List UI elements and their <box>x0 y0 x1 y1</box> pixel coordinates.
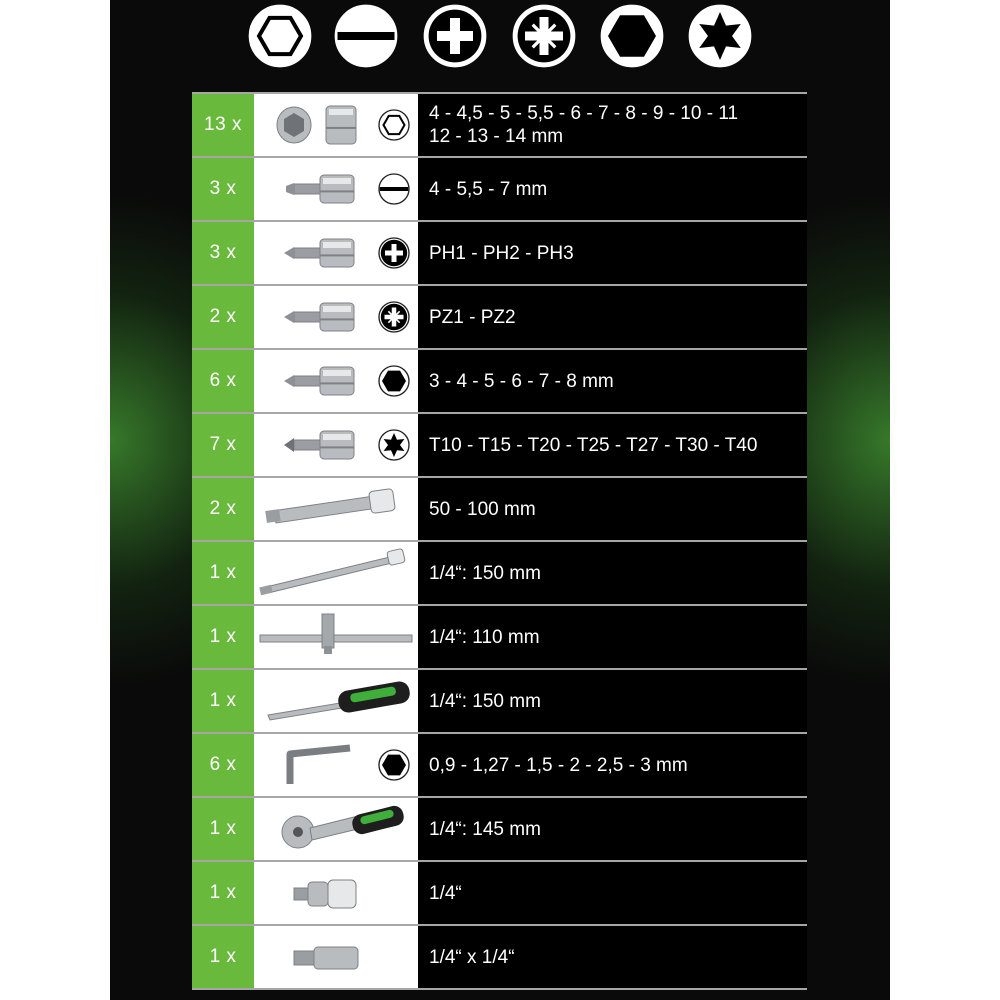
tool-picture-cell <box>254 606 418 668</box>
tool-picture-cell <box>254 286 418 348</box>
table-row <box>192 604 807 668</box>
tool-picture-cell <box>254 222 418 284</box>
size-description-cell <box>418 158 807 220</box>
tool-picture-cell <box>254 478 418 540</box>
header-icons-svg <box>110 0 890 80</box>
size-description-cell <box>418 94 807 156</box>
size-description-line: 4 - 4,5 - 5 - 5,5 - 6 - 7 - 8 - 9 - 10 - 11 <box>429 103 739 124</box>
hex-key-icon <box>602 6 662 66</box>
flexible-extension-icon <box>259 548 405 595</box>
tool-picture <box>254 926 418 988</box>
quantity-cell: 6 x <box>192 350 254 412</box>
size-description-cell <box>418 414 807 476</box>
tool-picture <box>254 158 418 220</box>
size-description-line: 3 - 4 - 5 - 6 - 7 - 8 mm <box>429 370 614 392</box>
size-description-line: 1/4“ <box>429 882 462 904</box>
socket-icon <box>277 106 356 144</box>
size-description-cell <box>418 862 807 924</box>
quantity-cell: 2 x <box>192 478 254 540</box>
size-description-cell <box>418 670 807 732</box>
table-row <box>192 348 807 412</box>
size-description-line: 1/4“ x 1/4“ <box>429 946 515 968</box>
tool-picture <box>254 862 418 924</box>
tool-picture <box>254 94 418 156</box>
tool-picture-cell <box>254 158 418 220</box>
torx-bit-socket-icon <box>284 431 354 459</box>
table-row <box>192 860 807 924</box>
hex-key-icon <box>379 750 409 780</box>
tool-picture <box>254 734 418 796</box>
size-description-cell <box>418 798 807 860</box>
table-row <box>192 732 807 796</box>
slotted-screwdriver-icon <box>336 6 396 66</box>
table-row <box>192 924 807 990</box>
ratchet-icon <box>282 804 406 848</box>
table-row <box>192 796 807 860</box>
table-row <box>192 156 807 220</box>
quantity-cell: 1 x <box>192 606 254 668</box>
table-row <box>192 476 807 540</box>
size-description-line: 1/4“: 145 mm <box>429 818 541 840</box>
size-description-line: 1/4“: 150 mm <box>429 562 541 584</box>
size-description-cell <box>418 734 807 796</box>
product-contents-panel <box>110 0 890 1000</box>
size-description-cell <box>418 350 807 412</box>
size-description-line: PH1 - PH2 - PH3 <box>429 242 574 264</box>
size-description-line: 1/4“: 150 mm <box>429 690 541 712</box>
table-row <box>192 284 807 348</box>
quantity-cell: 1 x <box>192 670 254 732</box>
size-description-line: 1/4“: 110 mm <box>429 626 540 648</box>
quantity-cell: 3 x <box>192 222 254 284</box>
phillips-screwdriver-icon <box>425 6 485 66</box>
torx-star-icon <box>379 430 409 460</box>
hex-bit-socket-icon <box>284 367 354 395</box>
tool-picture <box>254 798 418 860</box>
extension-bar-icon <box>265 488 395 523</box>
tool-picture-cell <box>254 926 418 988</box>
tool-picture-cell <box>254 94 418 156</box>
quantity-cell: 13 x <box>192 94 254 156</box>
torx-star-icon <box>690 6 750 66</box>
quantity-cell: 1 x <box>192 798 254 860</box>
tool-picture-cell <box>254 670 418 732</box>
tool-picture <box>254 414 418 476</box>
size-description-line: 4 - 5,5 - 7 mm <box>429 178 548 200</box>
contents-table <box>192 92 807 990</box>
table-row <box>192 412 807 476</box>
hex-socket-icon <box>250 6 310 66</box>
tool-picture <box>254 606 418 668</box>
size-description-line: T10 - T15 - T20 - T25 - T27 - T30 - T40 <box>429 434 758 456</box>
tool-picture <box>254 478 418 540</box>
tool-picture-cell <box>254 414 418 476</box>
quantity-cell: 1 x <box>192 926 254 988</box>
size-description-line: 50 - 100 mm <box>429 498 536 520</box>
bit-adapter-icon <box>294 947 358 969</box>
screwdriver-handle-icon <box>268 680 411 720</box>
universal-joint-icon <box>294 880 356 908</box>
table-row <box>192 540 807 604</box>
quantity-cell: 3 x <box>192 158 254 220</box>
quantity-cell: 1 x <box>192 862 254 924</box>
tool-picture-cell <box>254 862 418 924</box>
tool-picture <box>254 542 418 604</box>
pozidriv-bit-socket-icon <box>284 303 354 331</box>
size-description-line: 0,9 - 1,27 - 1,5 - 2 - 2,5 - 3 mm <box>429 754 688 776</box>
drive-type-icons-row <box>110 0 890 80</box>
phillips-screwdriver-icon <box>379 238 409 268</box>
tool-picture <box>254 286 418 348</box>
pozidriv-screwdriver-icon <box>514 6 574 66</box>
size-description-cell <box>418 542 807 604</box>
quantity-cell: 1 x <box>192 542 254 604</box>
table-row <box>192 220 807 284</box>
size-description-cell <box>418 222 807 284</box>
size-description-cell <box>418 606 807 668</box>
tool-picture <box>254 350 418 412</box>
allen-key-icon <box>290 748 350 784</box>
hex-socket-icon <box>379 110 409 140</box>
hex-key-icon <box>379 366 409 396</box>
tool-picture-cell <box>254 542 418 604</box>
quantity-cell: 2 x <box>192 286 254 348</box>
slotted-bit-socket-icon <box>286 175 354 203</box>
quantity-cell: 7 x <box>192 414 254 476</box>
tool-picture <box>254 670 418 732</box>
pozidriv-screwdriver-icon <box>379 302 409 332</box>
size-description-cell <box>418 478 807 540</box>
tool-picture <box>254 222 418 284</box>
size-description-cell <box>418 286 807 348</box>
tool-picture-cell <box>254 350 418 412</box>
t-handle-icon <box>260 614 412 654</box>
tool-picture-cell <box>254 798 418 860</box>
tool-picture-cell <box>254 734 418 796</box>
size-description-cell <box>418 926 807 988</box>
quantity-cell: 6 x <box>192 734 254 796</box>
size-description-line: 12 - 13 - 14 mm <box>429 126 564 147</box>
table-row <box>192 92 807 156</box>
size-description-line: PZ1 - PZ2 <box>429 306 516 328</box>
phillips-bit-socket-icon <box>284 239 354 267</box>
slotted-screwdriver-icon <box>379 174 409 204</box>
table-row <box>192 668 807 732</box>
